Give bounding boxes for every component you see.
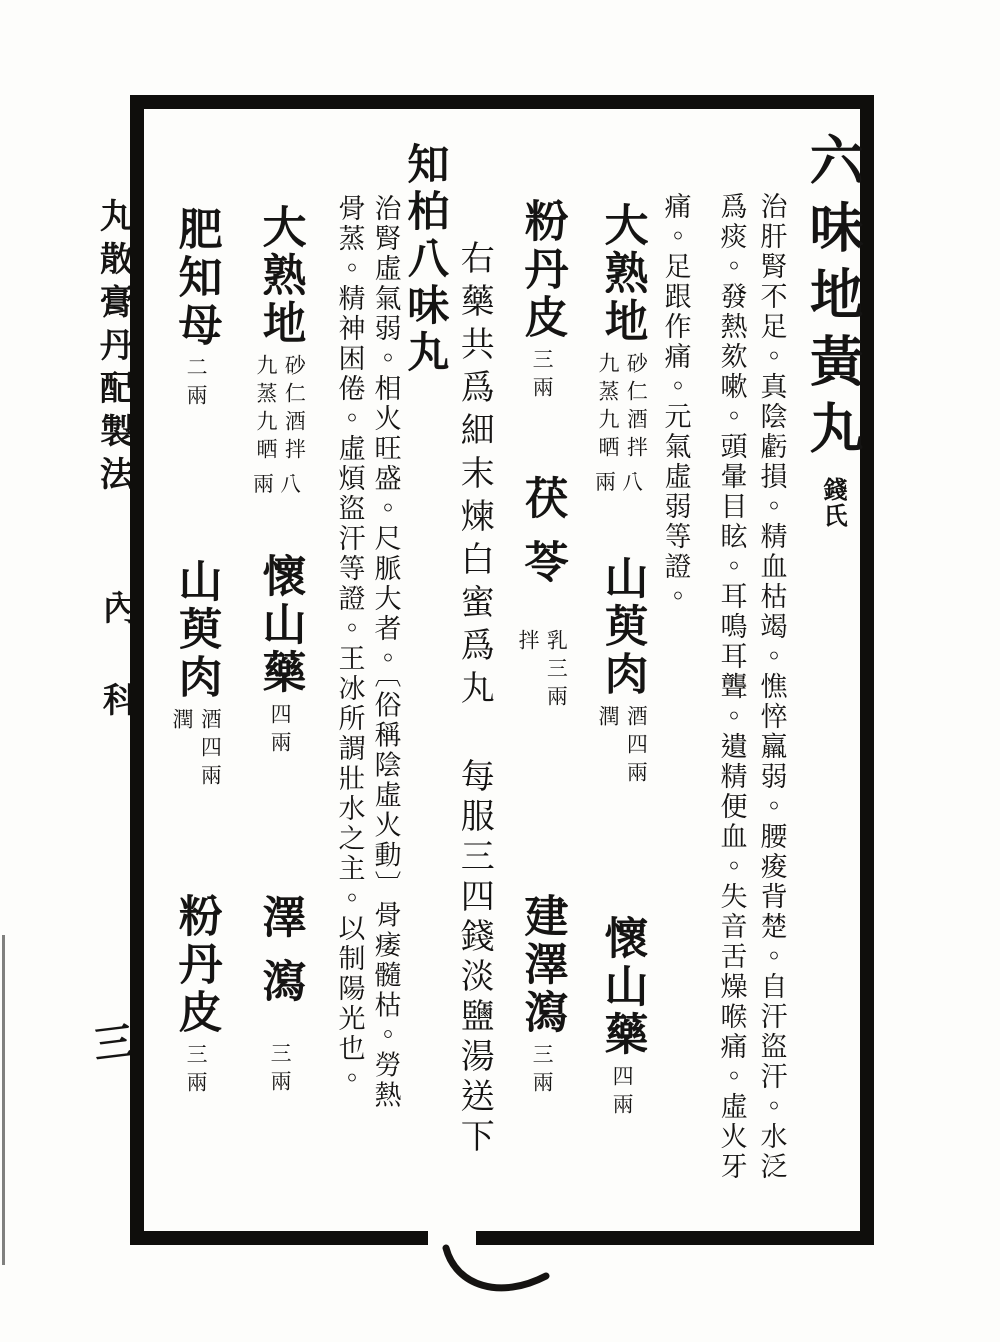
page-number: 三: [84, 1019, 137, 1065]
indication-column: 痛。足跟作痛。元氣虛弱等證。: [659, 192, 691, 612]
recipe-title: 知柏八味丸: [401, 142, 451, 377]
recipe-title-text: 六味地黃丸: [801, 132, 866, 467]
ingredient-note-right: 砂仁酒拌: [624, 352, 649, 464]
section-label: 內科: [96, 590, 137, 774]
ingredient-note: [168, 708, 225, 792]
ingredient-quantity: 四兩: [610, 1065, 635, 1121]
ingredient-quantity: 三兩: [268, 1042, 293, 1098]
ingredient-entry: [504, 198, 580, 404]
ingredient-note-left: 潤: [170, 708, 194, 736]
ingredient-name: 懷山藥: [254, 553, 306, 697]
ingredient-quantity: 八兩: [253, 472, 307, 496]
ingredient-name: 茯苓: [516, 475, 568, 603]
ingredient-note-right: 砂仁酒拌: [282, 354, 307, 466]
ingredient-entry: [242, 894, 318, 1098]
ingredient-quantity: 二兩: [184, 356, 209, 412]
ingredient-entry: [584, 202, 660, 495]
ingredient-entry: [504, 893, 580, 1099]
ingredient-entry: [158, 893, 234, 1099]
ingredient-quantity: 四兩: [268, 703, 293, 759]
ingredient-entry: [242, 553, 318, 759]
book-spine-title: 丸散膏丹配製法: [93, 198, 134, 499]
ingredient-name: 澤瀉: [254, 894, 306, 1022]
ingredient-name: 大熟地: [596, 202, 648, 346]
ingredient-entry: [158, 206, 234, 412]
ingredient-note-left: 九蒸九晒: [254, 354, 278, 466]
ingredient-note: [514, 629, 571, 713]
indication-column: 治腎虛氣弱。相火旺盛。尺脈大者。〔俗稱陰虛火動〕骨痿髓枯。勞熱: [369, 194, 401, 1111]
ingredient-entry: [158, 558, 234, 792]
ingredient-quantity: 三兩: [530, 1043, 555, 1099]
ingredient-note-right: 乳三兩: [544, 629, 569, 713]
ingredient-name: 建澤瀉: [516, 893, 568, 1037]
ingredient-name: 粉丹皮: [170, 893, 222, 1037]
recipe-title: [802, 132, 864, 529]
ingredient-note-left: 九蒸九晒: [596, 352, 620, 464]
ingredient-quantity: 三兩: [530, 348, 555, 404]
ingredient-note: [594, 705, 651, 789]
ingredient-quantity: 三兩: [184, 1043, 209, 1099]
ingredient-note-left: 潤: [596, 705, 620, 733]
ingredient-entry: [242, 204, 318, 497]
ingredient-name: 粉丹皮: [516, 198, 568, 342]
ingredient-name: 山萸肉: [596, 555, 648, 699]
ingredient-quantity: 八兩: [595, 470, 649, 494]
ingredient-entry: [584, 915, 660, 1121]
ingredient-name: 大熟地: [254, 204, 306, 348]
ingredient-note: [252, 354, 309, 466]
instruction-column: 每服三四錢淡鹽湯送下: [454, 758, 495, 1158]
indication-column: 爲痰。發熱欬嗽。頭暈目眩。耳鳴耳聾。遺精便血。失音舌燥喉痛。虛火牙: [715, 192, 747, 1182]
indication-column: 治肝腎不足。真陰虧損。精血枯竭。憔悴羸弱。腰痠背楚。自汗盜汗。水泛: [755, 192, 787, 1182]
ingredient-name: 山萸肉: [170, 558, 222, 702]
ingredient-name: 肥知母: [170, 206, 222, 350]
ingredient-name: 懷山藥: [596, 915, 648, 1059]
ingredient-note: [594, 352, 651, 464]
ink-smudge: [438, 1242, 558, 1306]
indication-column: 骨蒸。精神困倦。虛煩盜汗等證。王冰所謂壯水之主。以制陽光也。: [333, 194, 365, 1094]
ingredient-note-right: 酒四兩: [198, 708, 223, 792]
ingredient-entry: [584, 555, 660, 789]
ingredient-entry: [504, 475, 580, 713]
ingredient-note-left: 拌: [516, 629, 540, 657]
edge-line-artifact: [2, 935, 5, 1265]
instruction-column: 右藥共爲細末煉白蜜爲丸: [454, 240, 495, 713]
ingredient-note-right: 酒四兩: [624, 705, 649, 789]
recipe-attribution: 錢氏: [819, 477, 849, 529]
